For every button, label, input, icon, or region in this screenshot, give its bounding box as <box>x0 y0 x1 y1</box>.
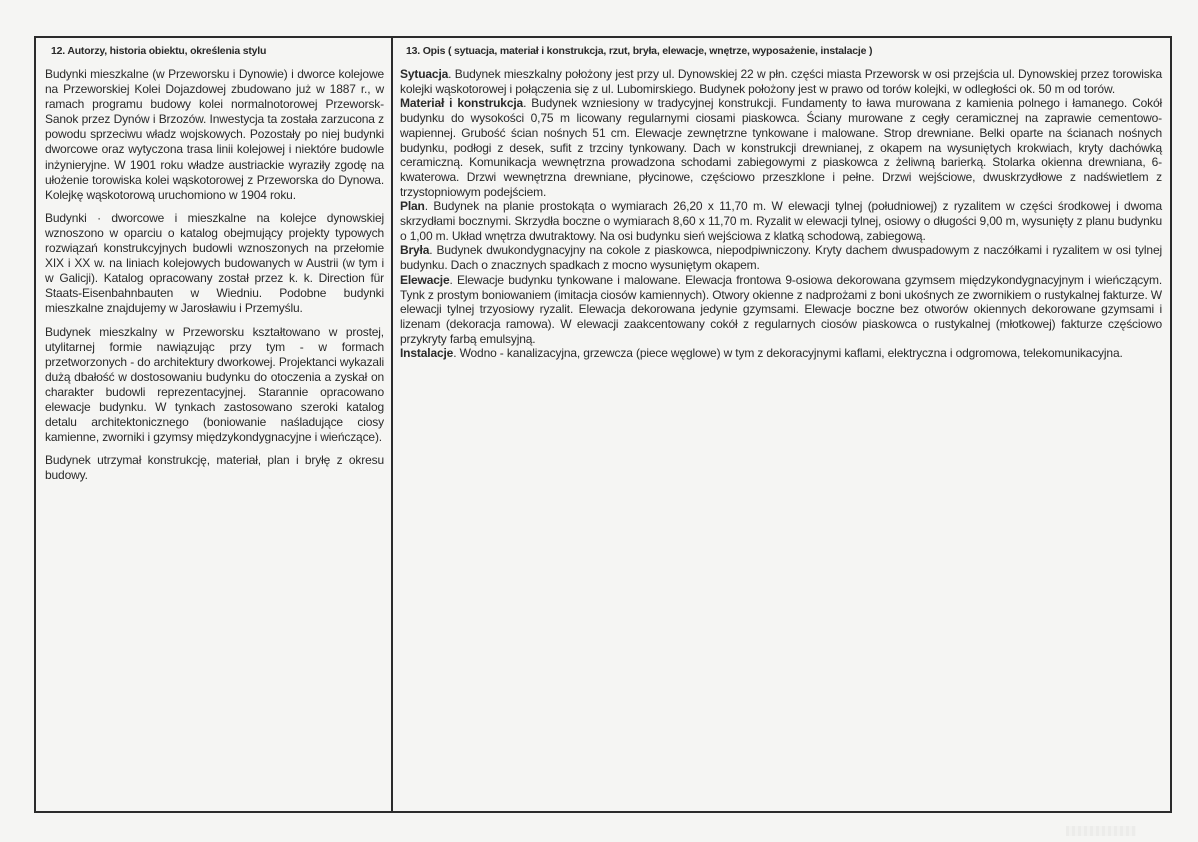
massing-text: . Budynek dwukondygnacyjny na cokole z piaskowca, niepodpiwniczony. Kryty dachem dwuspadowym z naczółkami i ryzalitem w osi tylnej budynku. Dach o znacznych spadkach z mocno wysuniętym okapem. <box>400 243 1162 273</box>
description-material <box>400 96 1162 199</box>
material-text: . Budynek wzniesiony w tradycyjnej konstrukcji. Fundamenty to ława murowana z kamienia polnego i łamanego. Cokół budynku do wysokości 0,75 m licowany regularnymi ciosami piaskowca. Ściany murowane z cegły ceramicznej na zaprawie cementowo-wapiennej. Grubość ścian nośnych 51 cm. Elewacje zewnętrzne tynkowane i malowane. Strop drewniane. Belki oparte na ścianach nośnych budynku, podłogi z desek, sufit z trzciny tynkowany. Dach w konstrukcji drewnianej, z okapem na wysuniętych krokwiach, kryty dachówką ceramiczną. Komunikacja wewnętrzna prowadzona schodami zabiegowymi z piaskowca z żeliwną barierką. Stolarka okienna drewniana, 6-kwaterowa. Drzwi wewnętrzna drewniane, płycinowe, częściowo przeszklone i pełne. Drzwi wejściowe, dwuskrzydłowe z nadświetlem z trzystopniowym podejściem. <box>400 96 1162 199</box>
scan-artifact <box>1066 826 1136 836</box>
massing-label: Bryła <box>400 243 430 258</box>
description-plan <box>400 199 1162 243</box>
installations-text: . Wodno - kanalizacyjna, grzewcza (piece węglowe) w tym z dekoracyjnymi kaflami, elektryczna i odgromowa, telekomunikacyjna. <box>453 346 1123 361</box>
section-13-heading: 13. Opis ( sytuacja, materiał i konstrukcja, rzut, bryła, elewacje, wnętrze, wyposażenie, instalacje ) <box>406 45 873 57</box>
history-paragraph-2: Budynki · dworcowe i mieszkalne na kolejce dynowskiej wznoszono w oparciu o katalog obejmujący projekty typowych rozwiązań konstrukcyjnych budowli wznoszonych na przełomie XIX i XX w. na liniach kolejowych budowanych w Austrii (w tym i w Galicji). Katalog opracowany został przez k. k. Direction für Staats-Eisenbahnbauten w Wiedniu. Podobne budynki mieszkalne znajdujemy w Jarosławiu i Przemyślu. <box>45 210 384 316</box>
plan-text: . Budynek na planie prostokąta o wymiarach 26,20 x 11,70 m. W elewacji tylnej (południowej) z ryzalitem w części środkowej i dwoma skrzydłami bocznymi. Skrzydła boczne o wymiarach 8,60 x 11,70 m. Ryzalit w elewacji tylnej, osiowy o długości 9,00 m, wysunięty z planu budynku o 1,00 m. Układ wnętrza dwutraktowy. Na osi budynku sień wejściowa z klatką schodową, zabiegową. <box>400 199 1162 243</box>
elevations-text: . Elewacje budynku tynkowane i malowane. Elewacja frontowa 9-osiowa dekorowana gzymsem międzykondygnacyjnym i wieńczącym. Tynk z prostym boniowaniem (imitacja ciosów kamiennych). Otwory okienne z nadprożami z boni ukośnych ze zwornikiem o rustykalnej fakturze. W elewacji tylnej trzyosiowy ryzalit. Elewacja dekorowana jedynie gzymsami. Elewacje boczne bez otworów okiennych dekorowane gzymsami i lizenam (dekoracja ramowa). W elewacji zaakcentowany cokół z regularnych ciosów piaskowca o rustykalnej (młotkowej) fakturze częściowo przykryty farbą emulsyjną. <box>400 272 1162 346</box>
history-paragraph-4: Budynek utrzymał konstrukcję, materiał, plan i bryłę z okresu budowy. <box>45 453 384 483</box>
history-paragraph-1: Budynki mieszkalne (w Przeworsku i Dynowie) i dworce kolejowe na Przeworskiej Kolei Dojazdowej zbudowano już w 1887 r., w ramach programu budowy kolei normalnotorowej Przeworsk-Sanok przez Dynów i Brzozów. Inwestycja ta została zarzucona z powodu sprzeciwu władz wojskowych. Pozostały po niej budynki dworcowe oraz wytyczona trasa linii kolejowej i niektóre budowle inżynieryjne. W 1901 roku władze austriackie wyraziły zgodę na ułożenie torowiska kolei wąskotorowej z Przeworska do Dynowa. Kolejkę wąskotorową uruchomiono w 1904 roku. <box>45 67 384 202</box>
history-paragraph-3: Budynek mieszkalny w Przeworsku kształtowano w prostej, utylitarnej formie nawiązując przy tym - w formach przetworzonych - do architektury dworkowej. Projektanci wykazali dużą dbałość w dostosowaniu budynku do otoczenia a zyskał on charakter budowli reprezentacyjnej. Starannie opracowano elewacje budynku. W tynkach zastosowano szeroki katalog detalu architektonicznego (boniowanie naśladujące ciosy kamienne, zworniki i gzymsy międzykondygnacyjne i wieńczące). <box>45 324 384 445</box>
right-column <box>393 38 1170 811</box>
elevations-label: Elewacje <box>400 272 450 287</box>
document-frame <box>34 36 1172 813</box>
description-situation <box>400 67 1162 96</box>
situation-label: Sytuacja <box>400 67 449 81</box>
left-column <box>36 38 393 811</box>
material-label: Materiał i konstrukcja <box>400 96 524 111</box>
description-installations <box>400 346 1162 361</box>
section-12-heading: 12. Autorzy, historia obiektu, określenia stylu <box>51 45 267 57</box>
situation-text: . Budynek mieszkalny położony jest przy ul. Dynowskiej 22 w płn. części miasta Przeworsk w osi przejścia ul. Dynowskiej przez torowiska kolejki wąskotorowej i połączenia się z ul. Lubomirskiego. Budynek położony jest w prawo od torów kolejki, w odległości ok. 50 m od torów. <box>400 67 1162 96</box>
description-elevations <box>400 273 1162 347</box>
description-massing <box>400 243 1162 272</box>
installations-label: Instalacje <box>400 346 454 361</box>
plan-label: Plan <box>400 199 425 214</box>
